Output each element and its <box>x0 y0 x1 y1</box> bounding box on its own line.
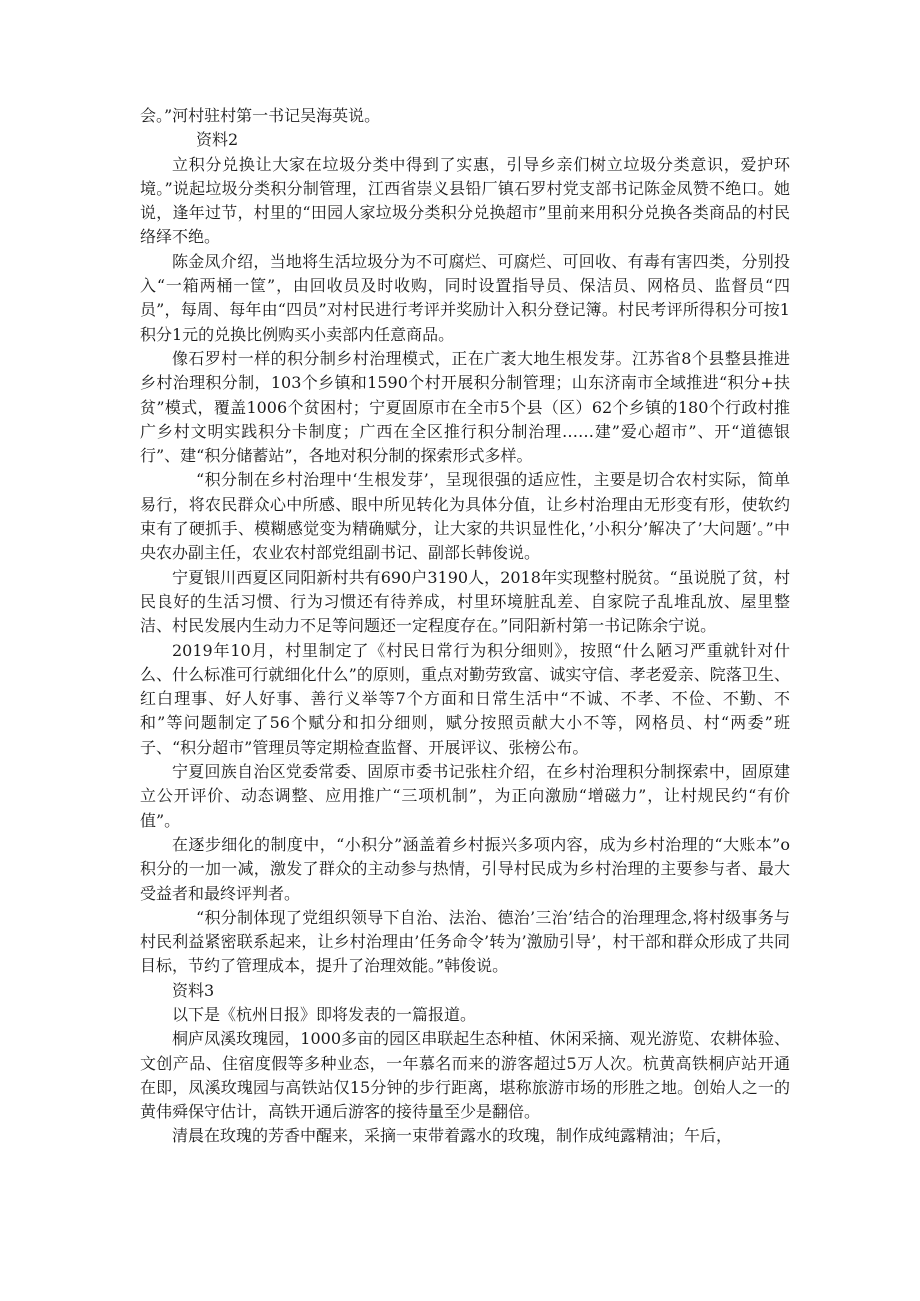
paragraph: 以下是《杭州日报》即将发表的一篇报道。 <box>172 1004 477 1024</box>
paragraph: 桐庐凤溪玫瑰园，1000多亩的园区串联起生态种植、休闲采摘、观光游览、农耕体验、文创产品、住宿度假等多种业态，一年慕名而来的游客超过5万人次。杭黄高铁桐庐站开通在即，凤溪玫瑰园与高铁站仅15分钟的步行距离，堪称旅游市场的形胜之地。创始人之一的黄伟舜保守估计，高铁开通后游客的接待量至少是翻倍。 <box>140 1029 790 1122</box>
document-body <box>140 104 790 1149</box>
paragraph: 立积分兑换让大家在垃圾分类中得到了实惠，引导乡亲们树立垃圾分类意识，爱护环境。”说起垃圾分类积分制管理，江西省崇义县铅厂镇石罗村党支部书记陈金凤赞不绝口。她说，逢年过节，村里的“田园人家垃圾分类积分兑换超市”里前来用积分兑换各类商品的村民络绎不绝。 <box>140 154 790 247</box>
paragraph: 宁夏回族自治区党委常委、固原市委书记张柱介绍，在乡村治理积分制探索中，固原建立公开评价、动态调整、应用推广“三项机制”，为正向激励“增磁力”，让村规民约“有价值”。 <box>140 762 790 830</box>
paragraph: 2019年10月，村里制定了《村民日常行为积分细则》，按照“什么陋习严重就针对什么、什么标准可行就细化什么”的原则，重点对勤劳致富、诚实守信、孝老爱亲、院落卫生、红白理事、好人好事、善行义举等7个方面和日常生活中“不诚、不孝、不俭、不勤、不和”等问题制定了56个赋分和扣分细则，赋分按照贡献大小不等，网格员、村“两委”班子、“积分超市”管理员等定期检查监督、开展评议、张榜公布。 <box>140 640 790 757</box>
paragraph: 宁夏银川西夏区同阳新村共有690户3190人，2018年实现整村脱贫。“虽说脱了贫，村民良好的生活习惯、行为习惯还有待养成，村里环境脏乱差、自家院子乱堆乱放、屋里整洁、村民发展内生动力不足等问题还一定程度存在。”同阳新村第一书记陈余宁说。 <box>140 567 790 636</box>
paragraph-quote: “积分制体现了党组织领导下自治、法治、德治’三治’结合的治理理念,将村级事务与村民利益紧密联系起来，让乡村治理由’任务命令’转为’激励引导’，村干部和群众形成了共同目标，节约了管理成本，提升了治理效能。”韩俊说。 <box>140 907 790 976</box>
section-heading-material-2: 资料2 <box>196 130 239 150</box>
paragraph: 清晨在玫瑰的芳香中醒来，采摘一束带着露水的玫瑰，制作成纯露精油；午后， <box>172 1126 733 1146</box>
section-heading-material-3: 资料3 <box>172 980 215 1000</box>
paragraph-quote: “积分制在乡村治理中‘生根发芽’，呈现很强的适应性，主要是切合农村实际，简单易行，将农民群众心中所感、眼中所见转化为具体分值，让乡村治理由无形变有形，使软约束有了硬抓手、模糊感觉变为精确赋分，让大家的共识显性化，’小积分’解决了’大问题’。”中央农办副主任，农业农村部党组副书记、副部长韩俊说。 <box>140 470 790 563</box>
paragraph: 陈金凤介绍，当地将生活垃圾分为不可腐烂、可腐烂、可回收、有毒有害四类，分别投入“一箱两桶一筐”，由回收员及时收购，同时设置指导员、保洁员、网格员、监督员“四员”，每周、每年由“四员”对村民进行考评并奖励计入积分登记簿。村民考评所得积分可按1积分1元的兑换比例购买小卖部内任意商品。 <box>140 251 790 344</box>
paragraph: 像石罗村一样的积分制乡村治理模式，正在广袤大地生根发芽。江苏省8个县整县推进乡村治理积分制，103个乡镇和1590个村开展积分制管理；山东济南市全域推进“积分+扶贫”模式，覆盖1006个贫困村；宁夏固原市在全市5个县（区）62个乡镇的180个行政村推广乡村文明实践积分卡制度；广西在全区推行积分制治理……建”爱心超市”、开“道德银行”、建“积分储蓄站”，各地对积分制的探索形式多样。 <box>140 348 790 466</box>
paragraph: 在逐步细化的制度中，“小积分”涵盖着乡村振兴多项内容，成为乡村治理的“大账本”o积分的一加一减，激发了群众的主动参与热情，引导村民成为乡村治理的主要参与者、最大受益者和最终评判者。 <box>140 834 790 903</box>
paragraph-continuation: 会。”河村驻村第一书记吴海英说。 <box>140 106 381 125</box>
